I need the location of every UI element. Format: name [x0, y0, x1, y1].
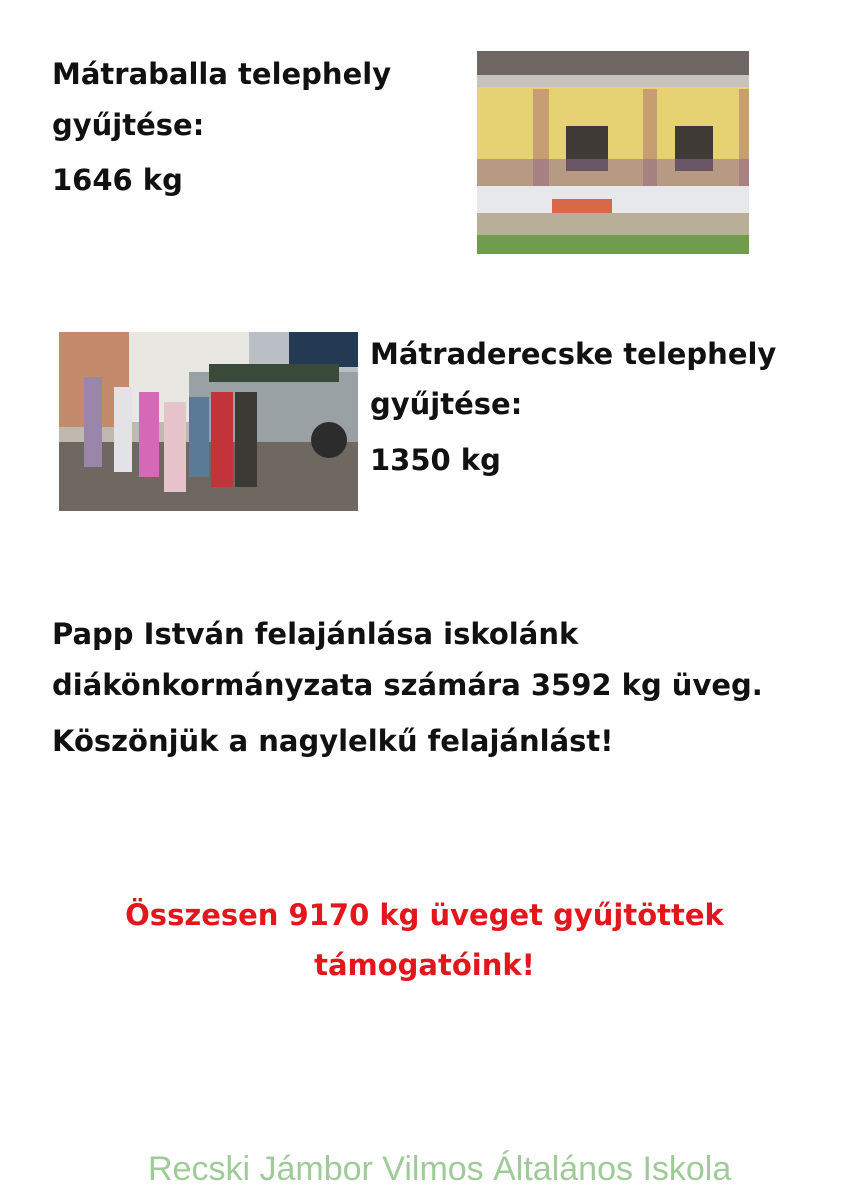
matraderecske-amount: 1350 kg [370, 443, 501, 477]
matraballa-title-line2: gyűjtése: [52, 108, 205, 142]
matraballa-title-line1: Mátraballa telephely [52, 57, 392, 91]
donation-line2: diákönkormányzata számára 3592 kg üveg. [52, 668, 763, 702]
total-line1: Összesen 9170 kg üveget gyűjtöttek [125, 898, 724, 932]
school-name-footer: Recski Jámbor Vilmos Általános Iskola [148, 1150, 732, 1188]
matraballa-group-photo [477, 51, 749, 254]
matraballa-amount: 1646 kg [52, 163, 183, 197]
matraderecske-group-photo [59, 332, 358, 511]
matraderecske-title-line1: Mátraderecske telephely [370, 337, 777, 371]
matraderecske-title-line2: gyűjtése: [370, 387, 523, 421]
donation-line1: Papp István felajánlása iskolánk [52, 617, 579, 651]
total-line2: támogatóink! [314, 948, 535, 982]
donation-thanks: Köszönjük a nagylelkű felajánlást! [52, 724, 614, 758]
